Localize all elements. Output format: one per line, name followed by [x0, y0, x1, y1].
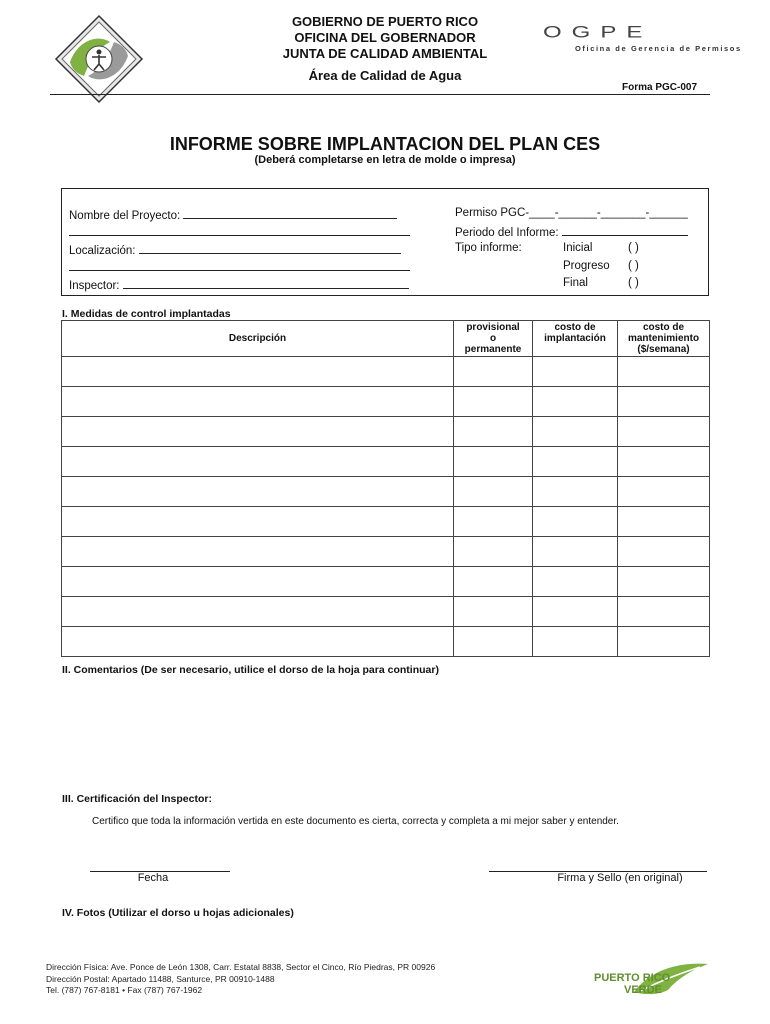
- cell-provisional[interactable]: [454, 627, 533, 657]
- cell-costo-mantenimiento[interactable]: [618, 417, 710, 447]
- project-name-label: Nombre del Proyecto:: [69, 210, 181, 222]
- form-code: Forma PGC-007: [622, 82, 698, 93]
- type-option-inicial-checkbox[interactable]: ( ): [628, 242, 639, 254]
- header-area: Área de Calidad de Agua: [308, 68, 462, 83]
- table-row: [62, 597, 710, 627]
- cell-descripcion[interactable]: [62, 417, 454, 447]
- header-government: GOBIERNO DE PUERTO RICO: [291, 14, 479, 29]
- type-option-final-label: Final: [563, 277, 588, 289]
- document-title: INFORME SOBRE IMPLANTACION DEL PLAN CES: [169, 134, 601, 154]
- col-provisional-line2: o: [489, 333, 497, 344]
- cell-provisional[interactable]: [454, 567, 533, 597]
- cell-costo-mantenimiento[interactable]: [618, 477, 710, 507]
- location-line-2[interactable]: [69, 270, 410, 271]
- col-costo-mant-line3: ($/semana): [637, 344, 690, 355]
- cell-costo-implantacion[interactable]: [533, 447, 618, 477]
- footer-physical-address: Dirección Física: Ave. Ponce de León 1308, Carr. Estatal 8838, Sector el Cinco, Río Piedras, PR 00926: [46, 962, 436, 972]
- cell-costo-mantenimiento[interactable]: [618, 537, 710, 567]
- table-row: [62, 447, 710, 477]
- col-header-descripcion: Descripción: [62, 321, 454, 357]
- location-field[interactable]: [69, 242, 401, 257]
- header-board: JUNTA DE CALIDAD AMBIENTAL: [282, 46, 488, 61]
- footer-phone-fax: Tel. (787) 767-8181 • Fax (787) 767-1962: [46, 985, 203, 995]
- section-2-heading: II. Comentarios (De ser necesario, utilice el dorso de la hoja para continuar): [62, 664, 439, 676]
- brand-line-1: PUERTO RICO: [594, 972, 671, 984]
- cell-descripcion[interactable]: [62, 357, 454, 387]
- cell-descripcion[interactable]: [62, 387, 454, 417]
- table-row: [62, 507, 710, 537]
- cell-descripcion[interactable]: [62, 567, 454, 597]
- col-provisional-line3: permanente: [464, 344, 522, 355]
- inspector-field[interactable]: [69, 277, 409, 292]
- location-label: Localización:: [69, 245, 136, 257]
- table-row: [62, 477, 710, 507]
- cell-provisional[interactable]: [454, 417, 533, 447]
- cell-costo-implantacion[interactable]: [533, 357, 618, 387]
- project-name-line-2[interactable]: [69, 235, 410, 236]
- col-header-provisional: [454, 321, 533, 357]
- cell-costo-implantacion[interactable]: [533, 477, 618, 507]
- period-line[interactable]: [562, 224, 688, 236]
- project-name-line[interactable]: [183, 207, 397, 219]
- document-subtitle: (Deberá completarse en letra de molde o impresa): [254, 154, 516, 166]
- cell-descripcion[interactable]: [62, 477, 454, 507]
- permit-field[interactable]: Permiso PGC-____-______-_______-______: [455, 207, 688, 219]
- header-office: OFICINA DEL GOBERNADOR: [294, 30, 476, 45]
- table-row: [62, 387, 710, 417]
- cell-costo-implantacion[interactable]: [533, 567, 618, 597]
- section-4-heading: IV. Fotos (Utilizar el dorso u hojas adicionales): [62, 907, 294, 919]
- cell-provisional[interactable]: [454, 357, 533, 387]
- inspector-line[interactable]: [123, 277, 409, 289]
- cell-costo-implantacion[interactable]: [533, 597, 618, 627]
- cell-provisional[interactable]: [454, 537, 533, 567]
- col-costo-mant-line1: costo de: [642, 322, 685, 333]
- col-costo-impl-line1: costo de: [554, 322, 596, 333]
- brand-line-2: VERDE: [624, 984, 662, 996]
- date-label: Fecha: [137, 872, 169, 884]
- ogpe-subtitle: Oficina de Gerencia de Permisos: [575, 44, 742, 53]
- type-option-progreso-label: Progreso: [563, 260, 610, 272]
- cell-provisional[interactable]: [454, 447, 533, 477]
- cell-costo-mantenimiento[interactable]: [618, 447, 710, 477]
- location-line[interactable]: [139, 242, 401, 254]
- project-name-field[interactable]: [69, 207, 397, 222]
- cell-costo-implantacion[interactable]: [533, 627, 618, 657]
- section-3-heading: III. Certificación del Inspector:: [62, 793, 212, 805]
- cell-descripcion[interactable]: [62, 447, 454, 477]
- cell-provisional[interactable]: [454, 507, 533, 537]
- ogpe-logo-text: OGPE: [543, 22, 653, 42]
- cell-provisional[interactable]: [454, 387, 533, 417]
- cell-costo-mantenimiento[interactable]: [618, 627, 710, 657]
- certification-statement: Certifico que toda la información vertida en este documento es cierta, correcta y completa a mi mejor saber y entender.: [92, 816, 619, 827]
- col-header-costo-implantacion: [533, 321, 618, 357]
- report-type-label: Tipo informe:: [455, 242, 522, 254]
- comments-area[interactable]: [62, 682, 710, 782]
- cell-costo-mantenimiento[interactable]: [618, 357, 710, 387]
- cell-costo-implantacion[interactable]: [533, 507, 618, 537]
- cell-descripcion[interactable]: [62, 537, 454, 567]
- table-row: [62, 537, 710, 567]
- col-costo-mant-line2: mantenimiento: [627, 333, 700, 344]
- period-label: Periodo del Informe:: [455, 227, 559, 239]
- cell-descripcion[interactable]: [62, 507, 454, 537]
- table-row: [62, 627, 710, 657]
- footer-postal-address: Dirección Postal: Apartado 11488, Santurce, PR 00910-1488: [46, 973, 275, 984]
- cell-provisional[interactable]: [454, 477, 533, 507]
- cell-costo-implantacion[interactable]: [533, 537, 618, 567]
- period-field[interactable]: [455, 224, 688, 239]
- cell-descripcion[interactable]: [62, 597, 454, 627]
- cell-costo-implantacion[interactable]: [533, 387, 618, 417]
- jca-seal-logo: [54, 14, 144, 104]
- cell-costo-mantenimiento[interactable]: [618, 597, 710, 627]
- inspector-label: Inspector:: [69, 280, 120, 292]
- cell-costo-mantenimiento[interactable]: [618, 387, 710, 417]
- type-option-final-checkbox[interactable]: ( ): [628, 277, 639, 289]
- type-option-inicial-label: Inicial: [563, 242, 593, 254]
- table-row: [62, 417, 710, 447]
- signature-label: Firma y Sello (en original): [557, 872, 683, 884]
- cell-costo-mantenimiento[interactable]: [618, 567, 710, 597]
- table-row: [62, 567, 710, 597]
- cell-descripcion[interactable]: [62, 627, 454, 657]
- control-measures-table: [61, 320, 710, 657]
- footer-address: [46, 962, 435, 997]
- puerto-rico-verde-logo: [594, 972, 670, 996]
- section-1-heading: I. Medidas de control implantadas: [62, 308, 231, 320]
- cell-provisional[interactable]: [454, 597, 533, 627]
- table-row: [62, 357, 710, 387]
- col-costo-impl-line2: implantación: [544, 333, 606, 344]
- col-provisional-line1: provisional: [466, 322, 520, 333]
- col-header-costo-mantenimiento: [618, 321, 710, 357]
- cell-costo-mantenimiento[interactable]: [618, 507, 710, 537]
- type-option-progreso-checkbox[interactable]: ( ): [628, 260, 639, 272]
- cell-costo-implantacion[interactable]: [533, 417, 618, 447]
- header-rule: [50, 94, 710, 95]
